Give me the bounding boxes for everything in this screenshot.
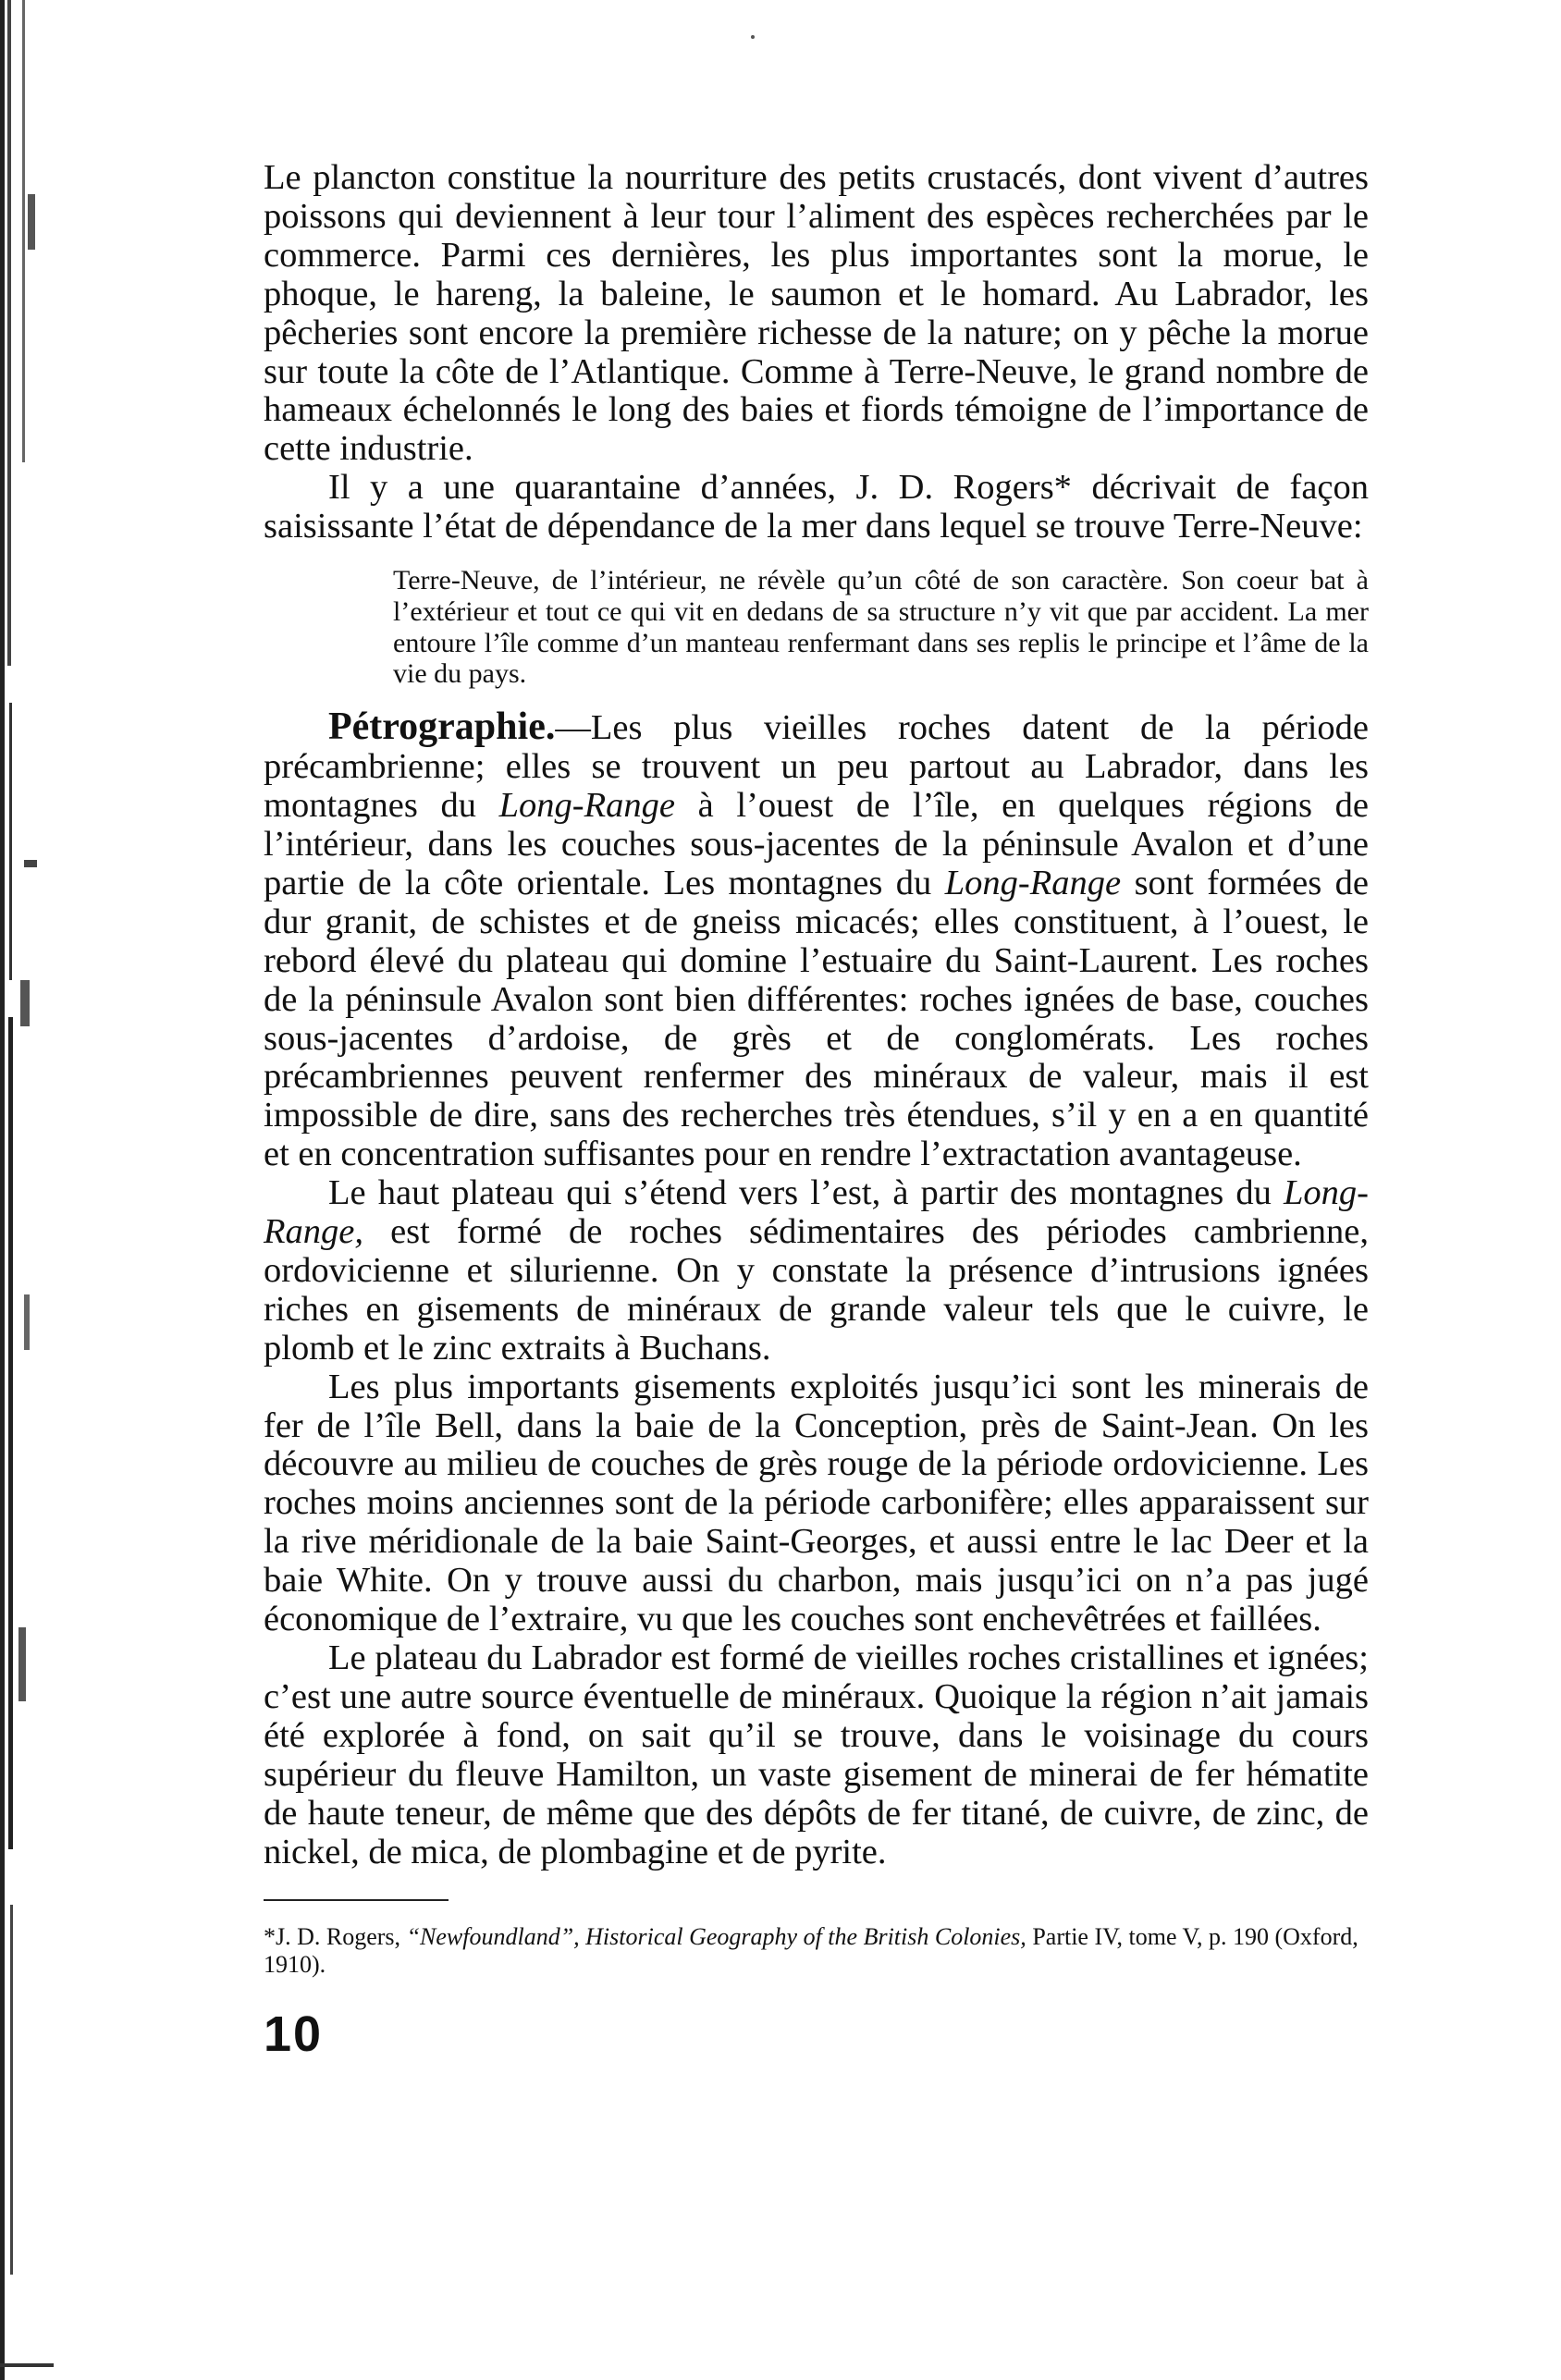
scan-binding-edge: [0, 0, 54, 2380]
page-number: 10: [264, 2006, 324, 2063]
petro-text-a: —Les plus vieilles roches datent de la période précambrienne; elles se trouvent un peu partout au Labrador, dans les montagnes du: [264, 708, 1369, 826]
long-range-term: Long-Range: [498, 786, 675, 826]
footnote-suffix: Partie IV, tome V, p. 190 (Oxford, 1910).: [264, 1923, 1358, 1979]
section-heading-petrographie: Pétrographie.: [328, 705, 556, 749]
long-range-term-2: Long-Range: [944, 863, 1122, 902]
paragraph-rogers-intro: Il y a une quarantaine d’années, J. D. Rogers* décrivait de façon saisissante l’état de dépendance de la mer dans lequel se trouve Terre-Neuve:: [264, 468, 1369, 546]
petro-text-c: sont formées de dur granit, de schistes et de gneiss micacés; elles constituent, à l’ouest, le rebord élevé du plateau qui domine l’estuaire du Saint-Laurent. Les roches de la péninsule Avalon sont bien différentes: roches ignées de base, couches sous-jacentes d’ardoise, de grès et de conglomérats. Les roches précambriennes peuvent renfermer des minéraux de valeur, mais il est impossible de dire, sans des recherches très étendues, s’il y en a en quantité et en concentration suffisantes pour en rendre l’extractation avantageuse.: [264, 863, 1370, 1174]
long-range-term-3: Long-Range,: [264, 1173, 1369, 1252]
paragraph-petrographie: [264, 705, 1370, 1174]
footnote-divider: [264, 1899, 449, 1901]
plateau-text-b: est formé de roches sédimentaires des périodes cambrienne, ordovicienne et silurienne. On y constate la présence d’intrusions ignées riches en gisements de minéraux de grande valeur tels que le cuivre, le plomb et le zinc extraits à Buchans.: [264, 1212, 1369, 1368]
paragraph-plancton: Le plancton constitue la nourriture des petits crustacés, dont vivent d’autres poissons qui deviennent à leur tour l’aliment des espèces recherchées par le commerce. Parmi ces dernières, les plus importantes sont la morue, le phoque, le hareng, la baleine, le saumon et le homard. Au Labrador, les pêcheries sont encore la première richesse de la nature; on y pêche la morue sur toute la côte de l’Atlantique. Comme à Terre-Neuve, le grand nombre de hameaux échelonnés le long des baies et fiords témoigne de l’importance de cette industrie.: [264, 158, 1369, 469]
scan-speck: [751, 35, 755, 39]
plateau-text-a: Le haut plateau qui s’étend vers l’est, à partir des montagnes du: [328, 1173, 1284, 1213]
paragraph-gisements: Les plus importants gisements exploités jusqu’ici sont les minerais de fer de l’île Bell, dans la baie de la Conception, près de Saint-Jean. On les découvre au milieu de couches de grès rouge de la période ordovicienne. Les roches moins anciennes sont de la période carbonifère; elles apparaissent sur la rive méridionale de la baie Saint-Georges, et aussi entre le lac Deer et la baie White. On y trouve aussi du charbon, mais jusqu’ici on n’a pas jugé économique de l’extraire, vu que les couches sont enchevêtrées et faillées.: [264, 1367, 1369, 1639]
footnote-prefix: *J. D. Rogers,: [264, 1923, 407, 1951]
block-quote: Terre-Neuve, de l’intérieur, ne révèle qu’un côté de son caractère. Son coeur bat à l’extérieur et tout ce qui vit en dedans de sa structure n’y vit que par accident. La mer entoure l’île comme d’un manteau renfermant dans ses replis le principe et l’âme de la vie du pays.: [393, 565, 1369, 690]
footnote: [264, 1923, 1369, 1979]
petro-text-b: à l’ouest de l’île, en quelques régions de l’intérieur, dans les couches sous-jacentes de la péninsule Avalon et d’une partie de la côte orientale. Les montagnes du: [264, 786, 1369, 902]
footnote-title: “Newfoundland”, Historical Geography of the British Colonies,: [406, 1923, 1026, 1951]
document-page: [264, 159, 1369, 2062]
paragraph-labrador-plateau: Le plateau du Labrador est formé de vieilles roches cristallines et ignées; c’est une autre source éventuelle de minéraux. Quoique la région n’ait jamais été explorée à fond, on sait qu’il se trouve, dans le voisinage du cours supérieur du fleuve Hamilton, un vaste gisement de minerai de fer hématite de haute teneur, de même que des dépôts de fer titané, de cuivre, de zinc, de nickel, de mica, de plombagine et de pyrite.: [264, 1638, 1369, 1871]
paragraph-haut-plateau: [264, 1174, 1369, 1368]
